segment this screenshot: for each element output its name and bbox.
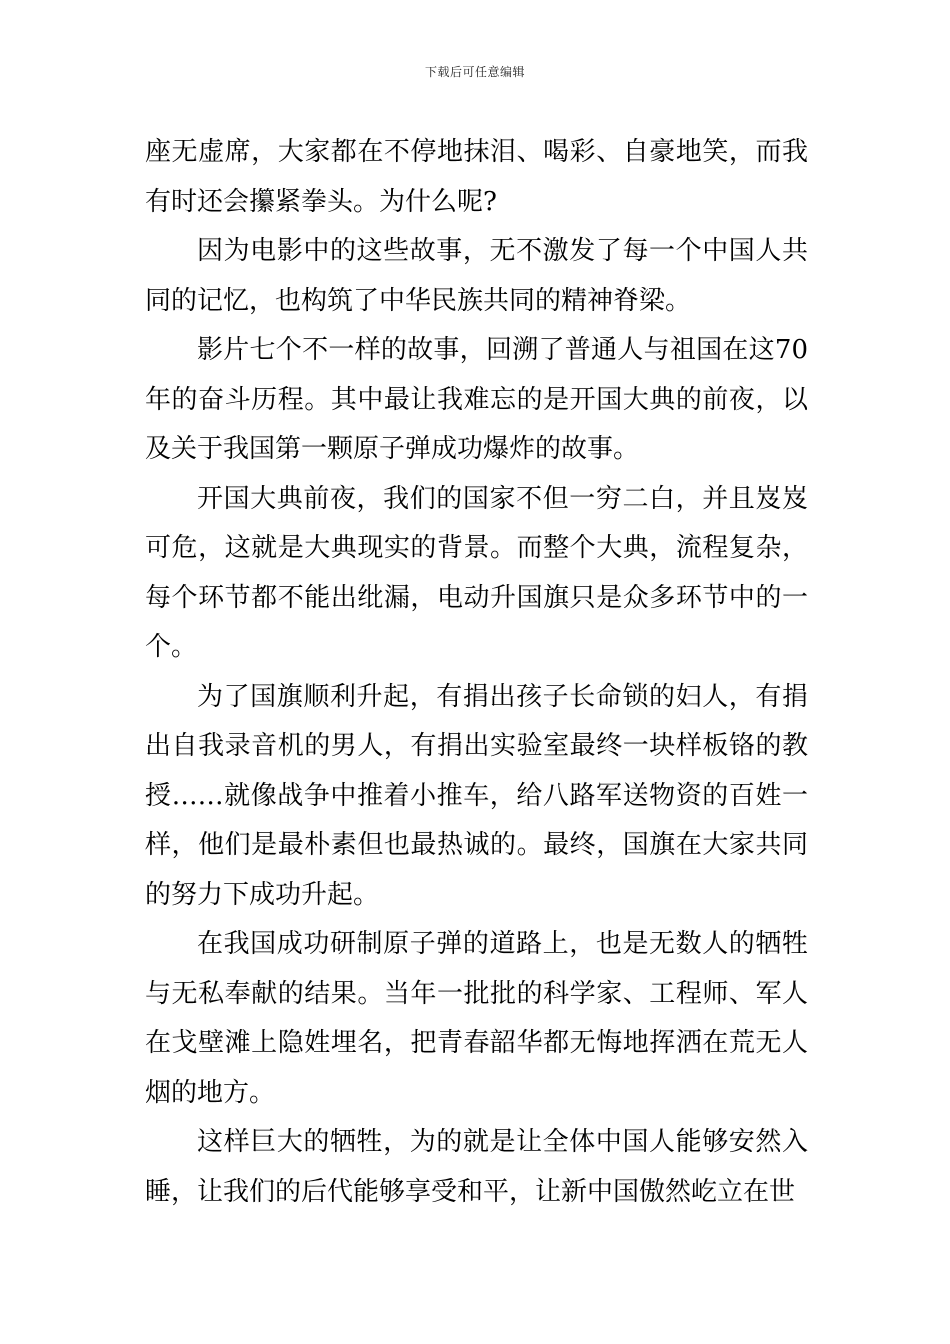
paragraph: 开国大典前夜，我们的国家不但一穷二白，并且岌岌可危，这就是大典现实的背景。而整个大典，流程复杂，每个环节都不能出纰漏，电动升国旗只是众多环节中的一个。 [145,483,808,662]
page-header: 下载后可任意编辑 [424,65,525,79]
paragraph: 在我国成功研制原子弹的道路上，也是无数人的牺牲与无私奉献的结果。当年一批批的科学家、工程师、军人在戈壁滩上隐姓埋名，把青春韶华都无悔地挥洒在荒无人烟的地方。 [145,929,808,1108]
paragraph: 这样巨大的牺牲，为的就是让全体中国人能够安然入睡，让我们的后代能够享受和平，让新中国傲然屹立在世 [145,1127,808,1207]
paragraph: 为了国旗顺利升起，有捐出孩子长命锁的妇人，有捐出自我录音机的男人，有捐出实验室最终一块样板铬的教授……就像战争中推着小推车，给八路军送物资的百姓一样，他们是最朴素但也最热诚的。最终，国旗在大家共同的努力下成功升起。 [145,681,808,910]
paragraph: 影片七个不一样的故事，回溯了普通人与祖国在这70年的奋斗历程。其中最让我难忘的是开国大典的前夜，以及关于我国第一颗原子弹成功爆炸的故事。 [145,335,808,464]
paragraph: 因为电影中的这些故事，无不激发了每一个中国人共同的记忆，也构筑了中华民族共同的精神脊梁。 [145,236,808,316]
paragraph: 座无虚席，大家都在不停地抹泪、喝彩、自豪地笑，而我有时还会攥紧拳头。为什么呢? [145,137,808,217]
document-body [145,128,808,1217]
